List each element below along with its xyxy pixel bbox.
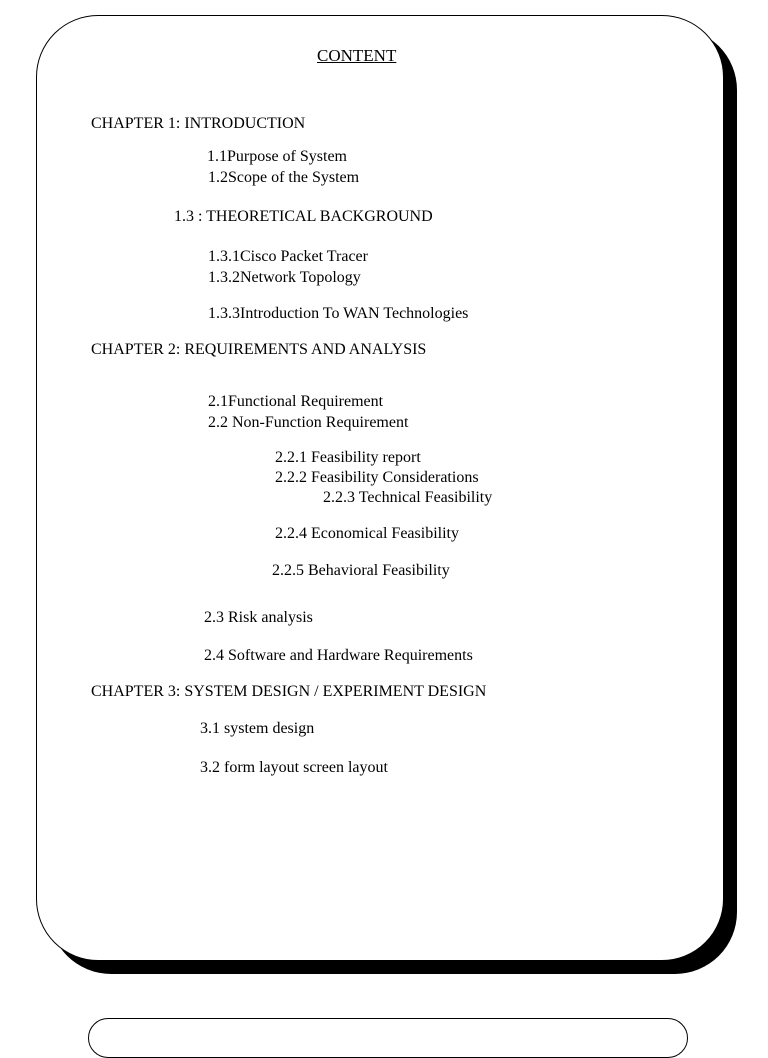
toc-chapter-3: CHAPTER 3: SYSTEM DESIGN / EXPERIMENT DESIGN [91, 683, 487, 700]
toc-entry-2-3: 2.3 Risk analysis [204, 609, 313, 626]
next-page-frame [88, 1018, 688, 1058]
toc-entry-1-3-1: 1.3.1Cisco Packet Tracer [208, 248, 368, 265]
page-title: CONTENT [317, 46, 397, 65]
toc-entry-2-2-1: 2.2.1 Feasibility report [275, 449, 421, 466]
toc-entry-3-1: 3.1 system design [200, 720, 315, 737]
toc-chapter-1: CHAPTER 1: INTRODUCTION [91, 115, 306, 132]
toc-entry-2-2: 2.2 Non-Function Requirement [208, 414, 409, 431]
toc-entry-2-2-5: 2.2.5 Behavioral Feasibility [272, 562, 450, 579]
toc-entry-3-2: 3.2 form layout screen layout [200, 759, 388, 776]
toc-entry-2-2-3: 2.2.3 Technical Feasibility [323, 489, 493, 506]
toc-entry-2-2-4: 2.2.4 Economical Feasibility [275, 525, 459, 542]
toc-entry-1-1: 1.1Purpose of System [207, 148, 347, 165]
toc-entry-1-3-2: 1.3.2Network Topology [208, 269, 361, 286]
toc-entry-1-2: 1.2Scope of the System [208, 169, 360, 186]
toc-entry-2-1: 2.1Functional Requirement [208, 393, 384, 410]
toc-entry-1-3-3: 1.3.3Introduction To WAN Technologies [208, 305, 469, 322]
toc-chapter-2: CHAPTER 2: REQUIREMENTS AND ANALYSIS [91, 341, 427, 358]
toc-entry-2-2-2: 2.2.2 Feasibility Considerations [275, 469, 479, 486]
toc-entry-2-4: 2.4 Software and Hardware Requirements [204, 647, 473, 664]
toc-entry-1-3: 1.3 : THEORETICAL BACKGROUND [174, 208, 433, 225]
